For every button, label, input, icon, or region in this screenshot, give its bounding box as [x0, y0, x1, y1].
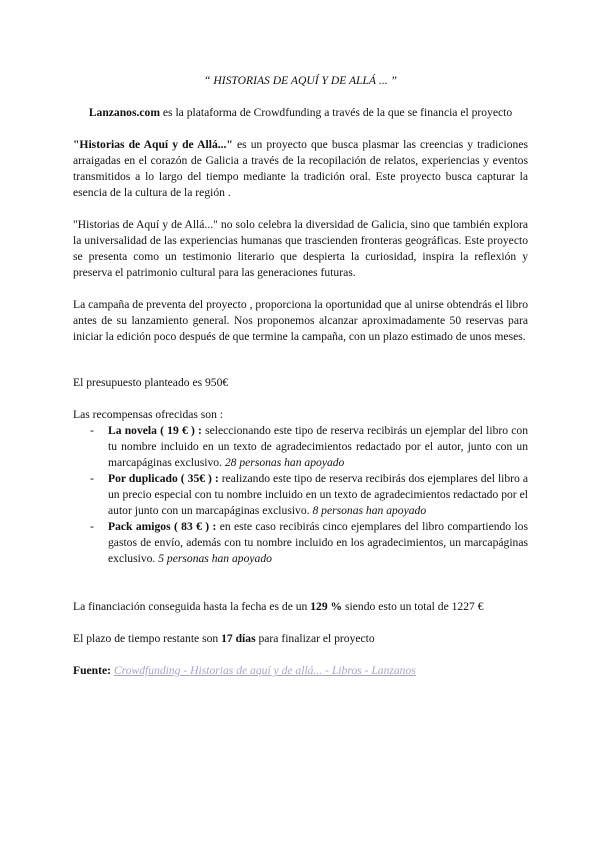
funding-text-post: siendo esto un total de 1227 € [342, 600, 484, 613]
reward-backers: 8 personas han apoyado [312, 504, 427, 517]
list-dash: - [90, 472, 94, 485]
funding-text-pre: La financiación conseguida hasta la fecha es de un [73, 600, 311, 613]
funding-percent: 129 % [310, 600, 343, 613]
project-name-bold: "Historias de Aquí y de Allá..." [73, 138, 233, 151]
description-paragraph-2: "Historias de Aquí y de Allá..." no solo celebra la diversidad de Galicia, sino que también explora la universalidad de las experiencias humanas que trascienden fronteras geográficas. Este proyecto se presenta como un testimonio literario que despierta la curiosidad, inspira la reflexión y preserva el patrimonio cultural para las generaciones futuras. [73, 218, 528, 279]
funding-paragraph [73, 599, 528, 615]
intro-text: es la plataforma de Crowdfunding a través de la que se financia el proyecto [160, 106, 513, 119]
source-paragraph [73, 663, 528, 679]
deadline-text-post: para finalizar el proyecto [255, 632, 375, 645]
reward-backers: 5 personas han apoyado [158, 552, 272, 565]
rewards-intro: Las recompensas ofrecidas son : [73, 408, 224, 421]
reward-description: seleccionando este tipo de reserva recibirás un ejemplar del libro con tu nombre incluido en un texto de agradecimientos redactado por el autor, junto con un marcapáginas exclusivo. [108, 424, 528, 469]
reward-description: realizando este tipo de reserva recibirás dos ejemplares del libro a un precio especial con tu nombre incluido en un texto de agradecimientos redactado por el autor junto con un marcapáginas exclusivo. [108, 472, 528, 517]
reward-item [73, 519, 528, 567]
description-text-1: es un proyecto que busca plasmar las creencias y tradiciones arraigadas en el corazón de Galicia a través de la recopilación de relatos, experiencias y eventos transmitidos a lo largo del tiempo mediante la tradición oral. Este proyecto busca capturar la esencia de la cultura de la región . [73, 138, 529, 199]
reward-item [73, 423, 528, 471]
deadline-paragraph [73, 631, 528, 647]
presale-paragraph: La campaña de preventa del proyecto , proporciona la oportunidad que al unirse obtendrás el libro antes de su lanzamiento general. Nos proponemos alcanzar aproximadamente 50 reservas para iniciar la edición poco después de que termine la campaña, con un plazo estimado de unos meses. [73, 298, 528, 343]
intro-paragraph [73, 105, 528, 121]
reward-description: en este caso recibirás cinco ejemplares del libro compartiendo los gastos de envío, además con tu nombre incluido en los agradecimientos, un marcapáginas exclusivo. [108, 520, 528, 565]
description-paragraph-1 [73, 137, 528, 201]
reward-backers: 28 personas han apoyado [224, 456, 345, 469]
rewards-list [73, 423, 528, 567]
reward-item [73, 471, 528, 519]
source-label: Fuente: [73, 664, 111, 677]
list-dash: - [90, 424, 94, 437]
list-dash: - [90, 520, 94, 533]
reward-name: La novela ( 19 € ) : [108, 424, 202, 437]
reward-name: Pack amigos ( 83 € ) : [108, 520, 217, 533]
reward-name: Por duplicado ( 35€ ) : [108, 472, 219, 485]
source-link[interactable]: Crowdfunding - Historias de aquí y de allá... - Libros - Lanzanos [113, 664, 416, 677]
document-title: “ HISTORIAS DE AQUÍ Y DE ALLÁ ... ” [204, 74, 397, 87]
deadline-text-pre: El plazo de tiempo restante son [73, 632, 222, 645]
deadline-days: 17 días [221, 632, 256, 645]
intro-brand: Lanzanos.com [88, 106, 160, 119]
budget-paragraph: El presupuesto planteado es 950€ [73, 376, 229, 389]
